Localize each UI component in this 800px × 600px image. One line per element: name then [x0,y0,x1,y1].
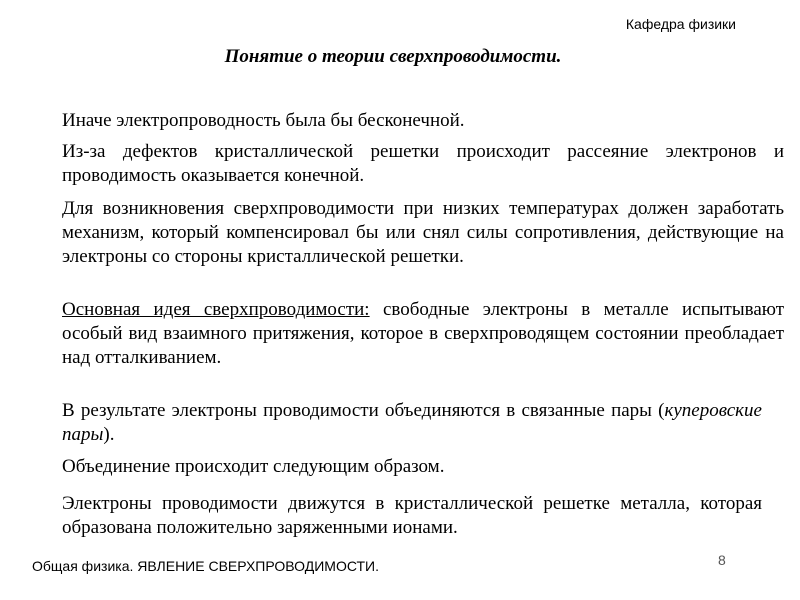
paragraph-4 [62,298,784,370]
paragraph-7: Электроны проводимости движутся в кристаллической решетке металла, которая образована положительно заряженными ионами. [62,493,762,538]
page-number: 8 [718,552,726,568]
paragraph-5 [62,399,762,447]
paragraph-6: Объединение происходит следующим образом. [62,456,445,477]
main-idea-text: свободные электроны в металле испытывают особый вид взаимного притяжения, которое в сверхпроводящем состоянии преобладает над отталкиванием. [62,299,785,368]
main-idea-label: Основная идея сверхпроводимости: [62,299,370,320]
footer-course-title: Общая физика. ЯВЛЕНИЕ СВЕРХПРОВОДИМОСТИ. [32,558,379,574]
paragraph-3: Для возникновения сверхпроводимости при низких температурах должен заработать механизм, который компенсировал бы или снял силы сопротивления, действующие на электроны со стороны кристаллической решетки. [62,198,784,267]
slide-title: Понятие о теории сверхпроводимости. [224,46,562,67]
department-label: Кафедра физики [625,16,736,32]
paragraph-5-start: В результате электроны проводимости объединяются в связанные пары ( [62,400,665,421]
paragraph-2: Из-за дефектов кристаллической решетки происходит рассеяние электронов и проводимость оказывается конечной. [62,141,784,186]
paragraph-5-end: ). [103,424,115,445]
cooper-pairs-term: куперовские пары [62,400,762,445]
paragraph-1: Иначе электропроводность была бы бесконечной. [62,110,465,131]
